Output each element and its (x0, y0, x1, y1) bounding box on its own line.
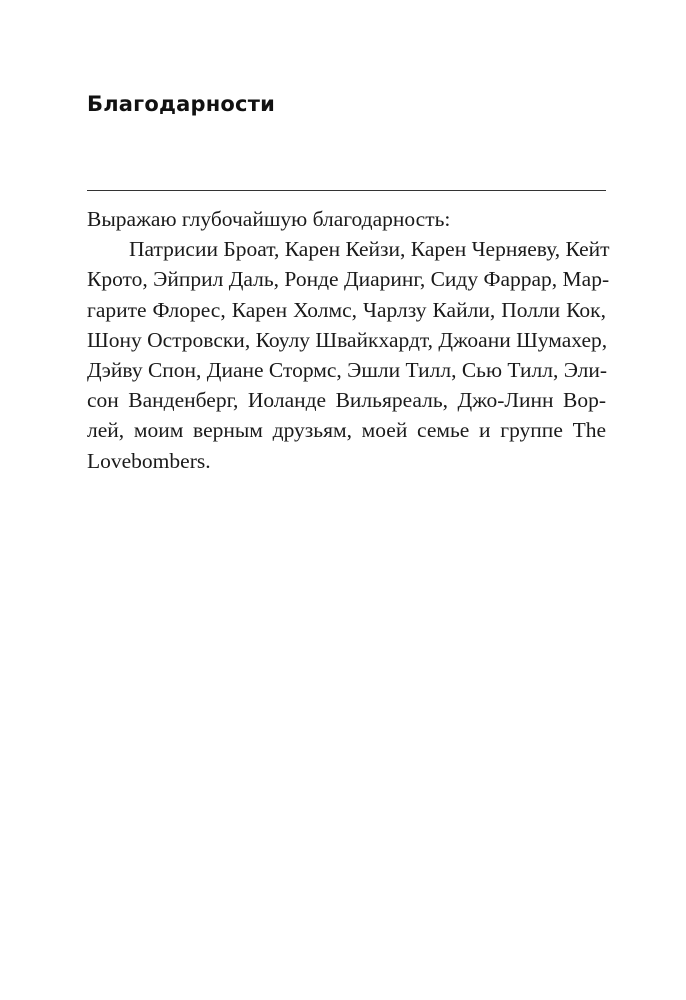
paragraph-line: Дэйву Спон, Диане Стормс, Эшли Тилл, Сью Тилл, Эли- (87, 358, 608, 383)
paragraph-line: Шону Островски, Коулу Швайкхардт, Джоани Шумахер, (87, 327, 608, 352)
paragraph-line: лей, моим верным друзьям, моей семье и группе The (87, 418, 606, 443)
horizontal-rule (87, 190, 606, 191)
paragraph-line: сон Ванденберг, Иоланде Вильяреаль, Джо-Линн Вор- (87, 388, 606, 413)
paragraph-line: Lovebombers. (87, 448, 211, 473)
intro-line: Выражаю глубочайшую благодарность: (87, 207, 451, 231)
page-heading: Благодарности (87, 92, 275, 116)
paragraph-line: гарите Флорес, Карен Холмс, Чарлзу Кайли, Полли Кок, (87, 297, 606, 322)
paragraph-line: Крото, Эйприл Даль, Ронде Диаринг, Сиду Фаррар, Мар- (87, 267, 610, 292)
paragraph-line: Патрисии Броат, Карен Кейзи, Карен Черняеву, Кейт (129, 237, 610, 262)
acknowledgements-text (87, 204, 610, 476)
acknowledgements-paragraph (87, 234, 610, 476)
